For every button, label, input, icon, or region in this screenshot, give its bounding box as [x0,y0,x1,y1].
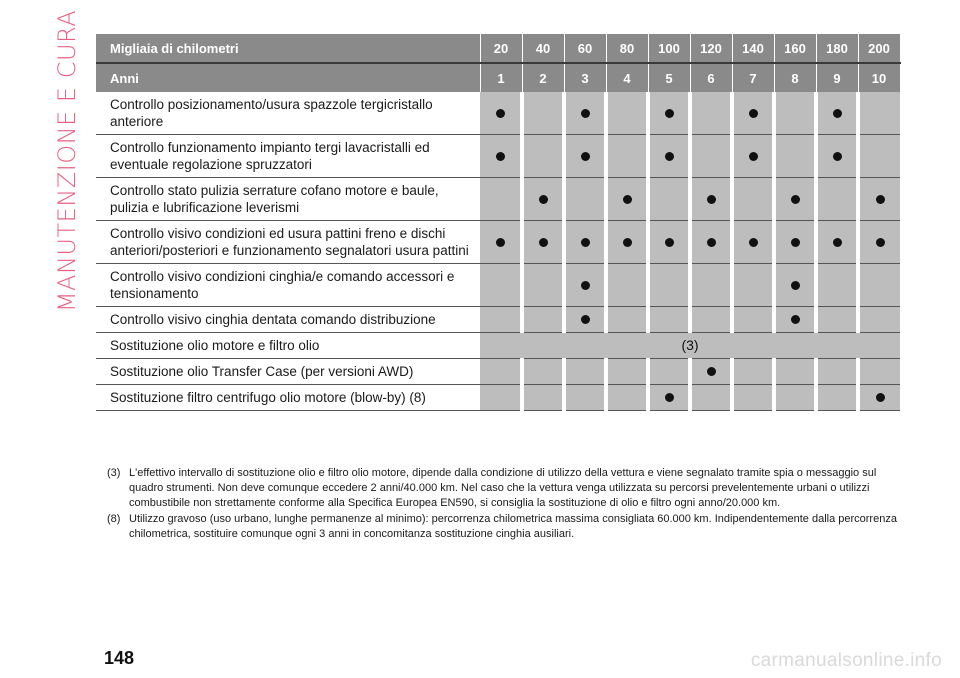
interval-cell [690,264,732,307]
interval-cell [858,221,900,264]
maintenance-table [96,34,901,411]
interval-cell [564,359,606,385]
check-dot-icon [749,238,758,247]
header-year-cell: 1 [480,63,522,92]
table-row [96,333,900,359]
table-row [96,385,900,411]
interval-cell [774,307,816,333]
header-row-km [96,34,900,63]
interval-cell [480,307,522,333]
interval-cell [858,307,900,333]
interval-cell [774,264,816,307]
header-km-cell: 20 [480,34,522,63]
header-km-cell: 60 [564,34,606,63]
page-number: 148 [104,648,135,668]
interval-cell [690,307,732,333]
interval-cell [522,385,564,411]
interval-cell [774,92,816,135]
header-km-label: Migliaia di chilometri [96,34,480,63]
interval-cell [648,307,690,333]
interval-cell [648,135,690,178]
interval-cell [480,92,522,135]
check-dot-icon [707,367,716,376]
check-dot-icon [665,393,674,402]
header-years-label: Anni [96,63,480,92]
check-dot-icon [581,315,590,324]
interval-cell [732,307,774,333]
interval-cell [522,135,564,178]
task-label: Sostituzione olio Transfer Case (per versioni AWD) [96,359,480,385]
header-km-cell: 120 [690,34,732,63]
interval-cell [732,385,774,411]
interval-cell [480,264,522,307]
check-dot-icon [496,238,505,247]
interval-cell [774,385,816,411]
footnote [107,466,907,511]
check-dot-icon [707,195,716,204]
interval-cell [606,359,648,385]
interval-cell [690,221,732,264]
check-dot-icon [581,109,590,118]
interval-cell [816,221,858,264]
table-row [96,307,900,333]
interval-cell [564,264,606,307]
interval-cell [522,264,564,307]
interval-cell [606,92,648,135]
header-year-cell: 2 [522,63,564,92]
header-km-cell: 160 [774,34,816,63]
watermark: carmanualsonline.info [750,650,942,671]
interval-cell [480,359,522,385]
interval-cell [690,385,732,411]
check-dot-icon [539,238,548,247]
interval-cell [648,359,690,385]
check-dot-icon [876,238,885,247]
check-dot-icon [791,238,800,247]
check-dot-icon [876,195,885,204]
footnote-text: Utilizzo gravoso (uso urbano, lunghe permanenze al minimo): percorrenza chilometrica massima consigliata 60.000 km. Indipendentemente dalla percorrenza chilometrica, sostituire comunque ogni 3 anni in concomitanza sostituzione cinghia ausiliari. [129,513,897,540]
interval-cell [732,178,774,221]
interval-cell [816,307,858,333]
interval-cell [816,264,858,307]
interval-cell [648,178,690,221]
interval-cell [774,359,816,385]
task-label: Controllo visivo condizioni cinghia/e comando accessori e tensionamento [96,264,480,307]
table-row [96,264,900,307]
interval-cell [690,178,732,221]
interval-cell [732,221,774,264]
footnote-tag: (3) [107,467,121,479]
footnote-tag: (8) [107,513,121,525]
interval-cell [480,385,522,411]
header-year-cell: 6 [690,63,732,92]
check-dot-icon [496,152,505,161]
section-title [52,9,82,313]
header-year-cell: 10 [858,63,900,92]
interval-cell [690,359,732,385]
interval-cell [606,385,648,411]
check-dot-icon [665,152,674,161]
header-row-years [96,63,900,92]
interval-cell [858,359,900,385]
header-year-cell: 4 [606,63,648,92]
table-row [96,92,900,135]
interval-cell [816,359,858,385]
interval-cell [858,135,900,178]
interval-cell [732,264,774,307]
interval-cell [564,178,606,221]
interval-cell [774,178,816,221]
interval-cell [480,178,522,221]
header-km-cell: 100 [648,34,690,63]
header-year-cell: 9 [816,63,858,92]
check-dot-icon [833,152,842,161]
header-km-cell: 180 [816,34,858,63]
interval-cell [858,264,900,307]
header-year-cell: 7 [732,63,774,92]
check-dot-icon [665,109,674,118]
interval-cell [774,135,816,178]
task-label: Controllo funzionamento impianto tergi lavacristalli ed eventuale regolazione spruzzatori [96,135,480,178]
interval-cell [816,135,858,178]
interval-cell [606,264,648,307]
footnotes [107,466,907,543]
section-title-text: MANUTENZIONE E CURA [53,9,82,313]
header-year-cell: 8 [774,63,816,92]
check-dot-icon [539,195,548,204]
check-dot-icon [496,109,505,118]
interval-cell [816,385,858,411]
span-note-cell: (3) [480,333,900,359]
interval-cell [774,221,816,264]
check-dot-icon [581,238,590,247]
check-dot-icon [791,315,800,324]
header-year-cell: 3 [564,63,606,92]
interval-cell [606,221,648,264]
interval-cell [564,221,606,264]
interval-cell [648,221,690,264]
check-dot-icon [791,195,800,204]
task-label: Controllo visivo cinghia dentata comando distribuzione [96,307,480,333]
interval-cell [522,359,564,385]
task-label: Controllo posizionamento/usura spazzole tergicristallo anteriore [96,92,480,135]
table-row [96,135,900,178]
header-km-cell: 80 [606,34,648,63]
check-dot-icon [833,238,842,247]
interval-cell [648,92,690,135]
interval-cell [480,135,522,178]
interval-cell [564,92,606,135]
check-dot-icon [623,238,632,247]
header-km-cell: 140 [732,34,774,63]
check-dot-icon [833,109,842,118]
check-dot-icon [876,393,885,402]
interval-cell [564,385,606,411]
interval-cell [564,135,606,178]
footnote [107,512,907,542]
check-dot-icon [749,152,758,161]
header-km-cell: 40 [522,34,564,63]
interval-cell [606,135,648,178]
interval-cell [816,178,858,221]
header-year-cell: 5 [648,63,690,92]
interval-cell [858,385,900,411]
interval-cell [732,359,774,385]
interval-cell [480,221,522,264]
interval-cell [732,92,774,135]
table-row [96,178,900,221]
header-km-cell: 200 [858,34,900,63]
check-dot-icon [749,109,758,118]
interval-cell [606,307,648,333]
interval-cell [522,221,564,264]
task-label: Sostituzione filtro centrifugo olio motore (blow-by) (8) [96,385,480,411]
interval-cell [522,92,564,135]
interval-cell [858,178,900,221]
interval-cell [690,92,732,135]
interval-cell [816,92,858,135]
table-row [96,359,900,385]
interval-cell [732,135,774,178]
footnote-text: L'effettivo intervallo di sostituzione olio e filtro olio motore, dipende dalla condizione di utilizzo della vettura e viene segnalato tramite spia o messaggio sul quadro strumenti. Non deve comunque eccedere 2 anni/40.000 km. Nel caso che la vettura venga utilizzata su percorsi prevelentemente urbani o utilizzi combustibile non strettamente conforme alla Specifica Europea EN590, si consiglia la sostituzione di olio e filtro ogni anno/20.000 km. [129,467,877,509]
table-row [96,221,900,264]
task-label: Controllo stato pulizia serrature cofano motore e baule, pulizia e lubrificazione leverismi [96,178,480,221]
check-dot-icon [665,238,674,247]
check-dot-icon [791,281,800,290]
task-label: Sostituzione olio motore e filtro olio [96,333,480,359]
interval-cell [858,92,900,135]
check-dot-icon [623,195,632,204]
interval-cell [648,264,690,307]
interval-cell [564,307,606,333]
check-dot-icon [707,238,716,247]
interval-cell [606,178,648,221]
check-dot-icon [581,281,590,290]
check-dot-icon [581,152,590,161]
interval-cell [522,178,564,221]
interval-cell [522,307,564,333]
interval-cell [648,385,690,411]
task-label: Controllo visivo condizioni ed usura pattini freno e dischi anteriori/posteriori e funzionamento segnalatori usura pattini [96,221,480,264]
interval-cell [690,135,732,178]
